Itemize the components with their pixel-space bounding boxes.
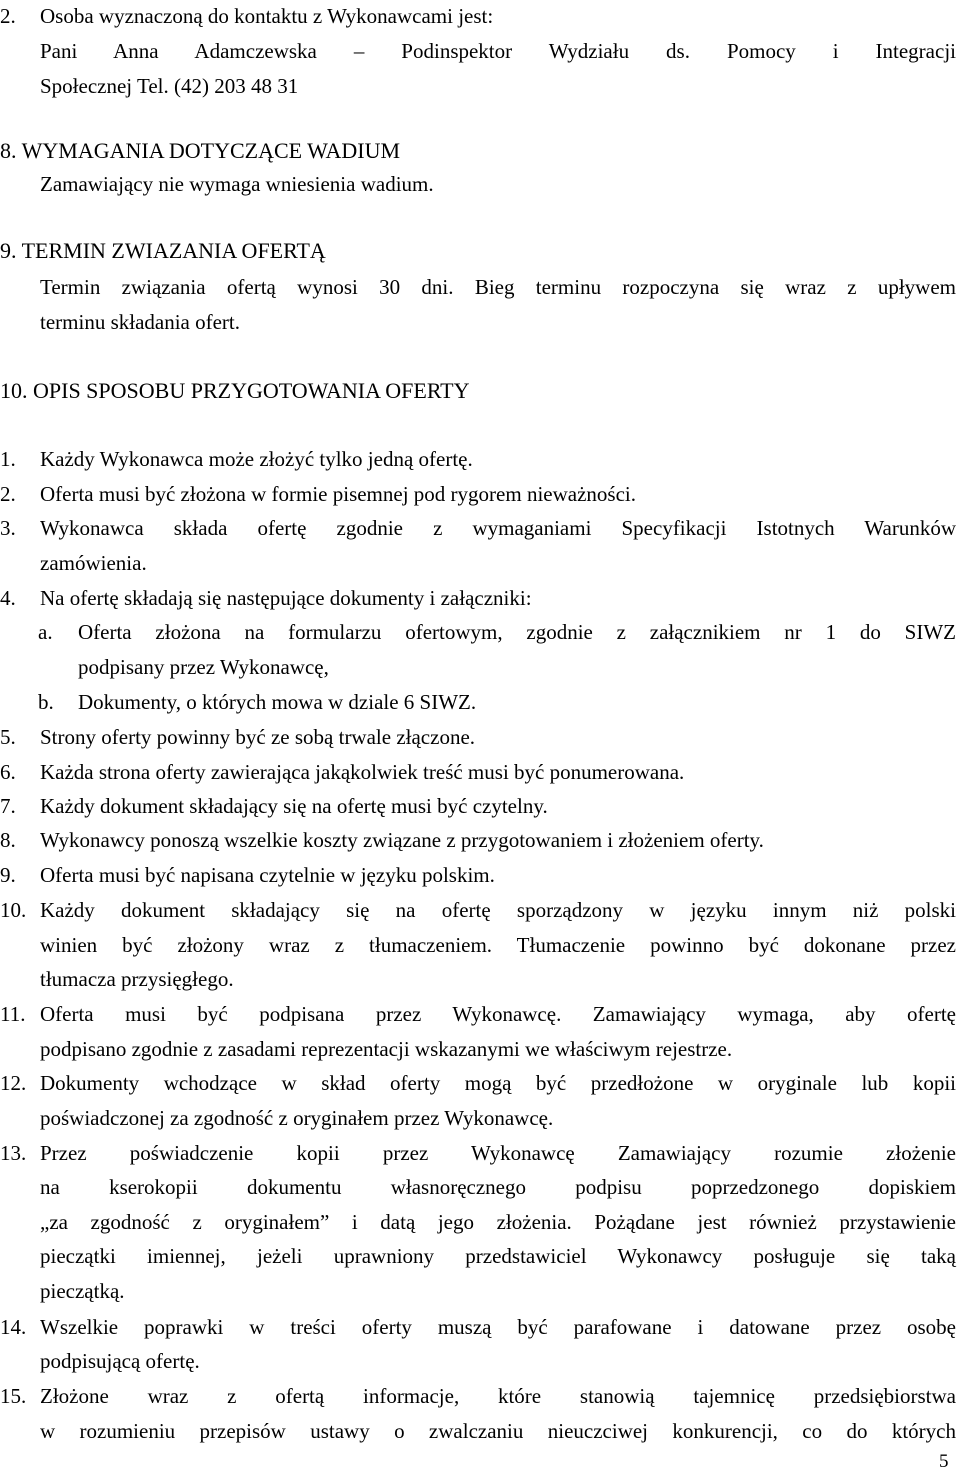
list-item-number: b. — [38, 690, 54, 714]
section-9-heading: 9. TERMIN ZWIAZANIA OFERTĄ — [0, 238, 326, 263]
list-item-text-line: poświadczonej za zgodność z oryginałem przez Wykonawcę. — [40, 1106, 554, 1130]
list-item-text-line: Przez poświadczenie kopii przez Wykonawcę Zamawiający rozumie złożenie — [40, 1141, 956, 1165]
list-item-number: 3. — [0, 516, 16, 540]
list-item-number: 4. — [0, 586, 16, 610]
list-item-number: 2. — [0, 482, 16, 506]
section-9-line-2: terminu składania ofert. — [40, 310, 241, 334]
list-item-text-line: w rozumieniu przepisów ustawy o zwalczaniu nieuczciwej konkurencji, co do których — [40, 1419, 956, 1443]
list-item-text-line: Oferta musi być złożona w formie pisemnej pod rygorem nieważności. — [40, 482, 636, 506]
intro-line-1: Osoba wyznaczoną do kontaktu z Wykonawcami jest: — [40, 4, 494, 28]
list-item-number: 9. — [0, 863, 16, 887]
list-item-number: 11. — [0, 1002, 26, 1026]
list-item-text-line: Strony oferty powinny być ze sobą trwale złączone. — [40, 725, 476, 749]
list-item-text-line: Dokumenty wchodzące w skład oferty mogą być przedłożone w oryginale lub kopii — [40, 1071, 956, 1095]
list-item-text-line: Wykonawca składa ofertę zgodnie z wymaganiami Specyfikacji Istotnych Warunków — [40, 516, 956, 540]
section-8-heading: 8. WYMAGANIA DOTYCZĄCE WADIUM — [0, 138, 401, 163]
list-item-number: 15. — [0, 1384, 27, 1408]
list-item-text-line: Oferta złożona na formularzu ofertowym, zgodnie z załącznikiem nr 1 do SIWZ — [78, 620, 956, 644]
list-item-text-line: Na ofertę składają się następujące dokumenty i załączniki: — [40, 586, 532, 610]
section-10-heading: 10. OPIS SPOSOBU PRZYGOTOWANIA OFERTY — [0, 378, 470, 403]
list-item-number: 5. — [0, 725, 16, 749]
list-item-text-line: Oferta musi być napisana czytelnie w języku polskim. — [40, 863, 495, 887]
list-item-text-line: Oferta musi być podpisana przez Wykonawcę. Zamawiający wymaga, aby ofertę — [40, 1002, 956, 1026]
list-item-number: 6. — [0, 760, 16, 784]
list-item-text-line: Wykonawcy ponoszą wszelkie koszty związane z przygotowaniem i złożeniem oferty. — [40, 828, 764, 852]
section-9-line-1: Termin związania ofertą wynosi 30 dni. Bieg terminu rozpoczyna się wraz z upływem — [40, 275, 956, 299]
list-item-text-line: podpisany przez Wykonawcę, — [78, 655, 329, 679]
list-item-number: 1. — [0, 447, 16, 471]
list-item-number: 7. — [0, 794, 16, 818]
section-8-text: Zamawiający nie wymaga wniesienia wadium. — [40, 172, 434, 196]
list-item-text-line: na kserokopii dokumentu własnoręcznego podpisu poprzedzonego dopiskiem — [40, 1175, 956, 1199]
intro-number: 2. — [0, 4, 16, 28]
list-item-text-line: podpisano zgodnie z zasadami reprezentacji wskazanymi we właściwym rejestrze. — [40, 1037, 733, 1061]
list-item-text-line: winien być złożony wraz z tłumaczeniem. Tłumaczenie powinno być dokonane przez — [40, 933, 956, 957]
page-number: 5 — [939, 1451, 949, 1472]
list-item-text-line: Każda strona oferty zawierająca jakąkolwiek treść musi być ponumerowana. — [40, 760, 685, 784]
list-item-number: 14. — [0, 1315, 27, 1339]
list-item-text-line: Każdy Wykonawca może złożyć tylko jedną ofertę. — [40, 447, 473, 471]
list-item-text-line: Dokumenty, o których mowa w dziale 6 SIWZ. — [78, 690, 477, 714]
list-item-text-line: „za zgodność z oryginałem” i datą jego złożenia. Pożądane jest również przystawienie — [40, 1210, 956, 1234]
intro-line-3: Społecznej Tel. (42) 203 48 31 — [40, 74, 299, 98]
list-item-text-line: pieczątką. — [40, 1279, 125, 1303]
list-item-text-line: Złożone wraz z ofertą informacje, które stanowią tajemnicę przedsiębiorstwa — [40, 1384, 956, 1408]
list-item-text-line: podpisującą ofertę. — [40, 1349, 200, 1373]
list-item-text-line: Każdy dokument składający się na ofertę sporządzony w języku innym niż polski — [40, 898, 956, 922]
intro-line-2: Pani Anna Adamczewska – Podinspektor Wydziału ds. Pomocy i Integracji — [40, 39, 956, 63]
list-item-number: 8. — [0, 828, 16, 852]
list-item-number: 12. — [0, 1071, 27, 1095]
list-item-number: 13. — [0, 1141, 27, 1165]
list-item-number: 10. — [0, 898, 27, 922]
list-item-text-line: zamówienia. — [40, 551, 147, 575]
list-item-number: a. — [38, 620, 53, 644]
list-item-text-line: pieczątki imiennej, jeżeli uprawniony przedstawiciel Wykonawcy posługuje się taką — [40, 1244, 956, 1268]
list-item-text-line: Wszelkie poprawki w treści oferty muszą być parafowane i datowane przez osobę — [40, 1315, 956, 1339]
list-item-text-line: Każdy dokument składający się na ofertę musi być czytelny. — [40, 794, 548, 818]
list-item-text-line: tłumacza przysięgłego. — [40, 967, 234, 991]
